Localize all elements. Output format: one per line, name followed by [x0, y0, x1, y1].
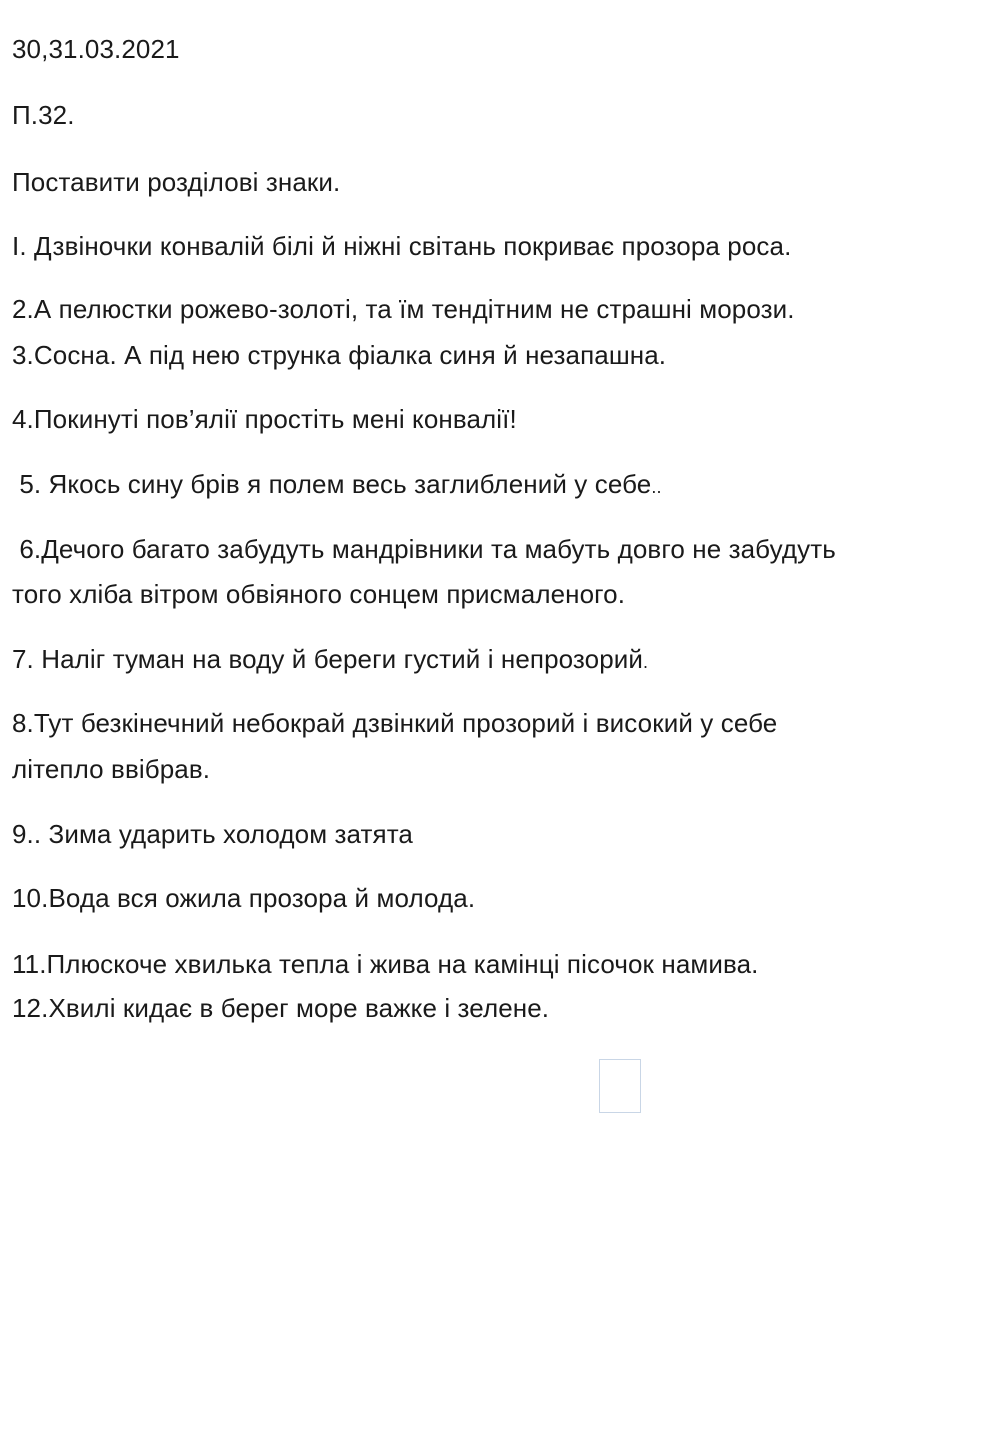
task-instruction: Поставити розділові знаки. — [12, 167, 341, 197]
sentence-7-text: 7. Наліг туман на воду й береги густий і непрозорий — [12, 644, 644, 674]
sentence-10: 10.Вода вся ожила прозора й молода. — [12, 883, 476, 913]
sentence-2: 2.А пелюстки рожево-золоті, та їм тендітним не страшні морози. — [12, 294, 795, 324]
sentence-1: I. Дзвіночки конвалій білі й ніжні світань покриває прозора роса. — [12, 231, 792, 261]
sentence-8-line-2: літепло ввібрав. — [12, 754, 211, 784]
document-date: 30,31.03.2021 — [12, 34, 180, 64]
sentence-5 — [12, 467, 662, 504]
sentence-5-text: 5. Якось сину брів я полем весь заглиблений у себе — [12, 469, 652, 499]
sentence-8-line-1: 8.Тут безкінечний небокрай дзвінкий прозорий і високий у себе — [12, 708, 778, 738]
sentence-6-line-2: того хліба вітром обвіяного сонцем присмаленого. — [12, 579, 626, 609]
empty-placeholder-box — [599, 1059, 641, 1113]
sentence-3: 3.Сосна. А під нею струнка фіалка синя й незапашна. — [12, 340, 667, 370]
sentence-6-line-1: 6.Дечого багато забудуть мандрівники та мабуть довго не забудуть — [12, 534, 836, 564]
sentence-12: 12.Хвилі кидає в берег море важке і зелене. — [12, 993, 550, 1023]
sentence-11: 11.Плюскоче хвилька тепла і жива на камінці пісочок намива. — [12, 949, 759, 979]
sentence-9: 9.. Зима ударить холодом затята — [12, 819, 413, 849]
sentence-5-tail: .. — [651, 477, 662, 497]
sentence-7 — [12, 642, 648, 679]
sentence-7-tail: . — [643, 652, 649, 672]
sentence-4: 4.Покинуті пов’ялії простіть мені конвалії! — [12, 404, 517, 434]
paragraph-number: П.32. — [12, 100, 75, 130]
